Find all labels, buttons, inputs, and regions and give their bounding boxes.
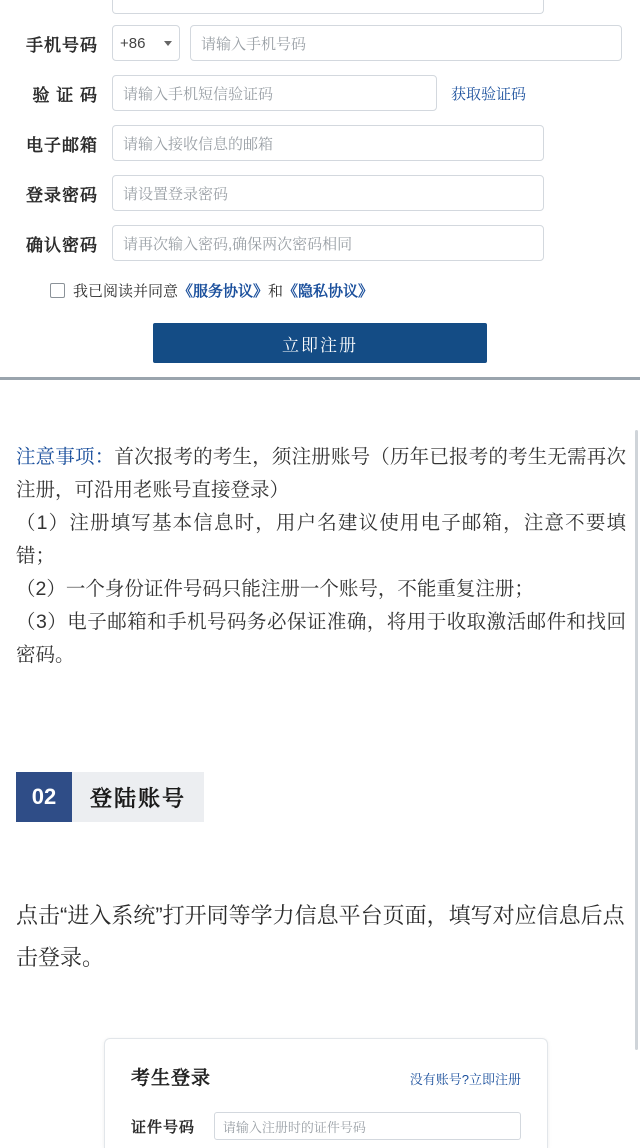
section-title: 登陆账号 [72,772,204,822]
form-row-partial-top [0,0,640,14]
phone-label: 手机号码 [26,35,98,55]
form-row-phone [0,24,640,62]
submit-row [0,323,640,363]
form-row-password [0,174,640,212]
agreement-checkbox[interactable] [50,283,65,298]
email-label: 电子邮箱 [26,135,98,155]
form-row-email [0,124,640,162]
verify-code-input[interactable]: 请输入手机短信验证码 [112,75,437,111]
scrollbar[interactable] [635,430,638,1050]
login-card-title: 考生登录 [131,1068,212,1089]
agreement-row [0,280,640,301]
confirm-password-label: 确认密码 [26,235,98,255]
service-agreement-link[interactable]: 《服务协议》 [178,283,269,300]
login-register-link[interactable]: 没有账号?立即注册 [409,1072,521,1087]
registration-form-card [0,0,640,380]
notes-lead [16,441,626,507]
notes-item-1: （1）注册填写基本信息时，用户名建议使用电子邮箱，注意不要填错； [16,512,626,567]
login-id-label: 证件号码 [131,1118,196,1136]
notes-item-3: （3）电子邮箱和手机号码务必保证准确，将用于收取激活邮件和找回密码。 [16,611,626,666]
password-input[interactable]: 请设置登录密码 [112,175,544,211]
password-label: 登录密码 [26,185,98,205]
section-body-text: 点击“进入系统”打开同等学力信息平台页面，填写对应信息后点击登录。 [16,903,625,970]
verify-code-label: 验 证 码 [32,85,98,105]
section-heading [16,772,204,822]
notes-block [16,441,626,672]
country-code-value: +86 [120,34,146,52]
email-input[interactable]: 请输入接收信息的邮箱 [112,125,544,161]
login-id-row [131,1112,521,1140]
register-button[interactable]: 立即注册 [153,323,487,363]
form-row-verify-code [0,74,640,112]
country-code-select[interactable] [112,25,180,61]
get-verify-code-button[interactable]: 获取验证码 [451,85,527,103]
chevron-down-icon [164,41,172,46]
notes-title: 注意事项： [16,446,115,468]
confirm-password-input[interactable]: 请再次输入密码,确保两次密码相同 [112,225,544,261]
partial-input-above[interactable] [112,0,544,14]
agreement-middle: 和 [268,283,284,300]
notes-lead-text: 首次报考的考生，须注册账号（历年已报考的考生无需再次注册，可沿用老账号直接登录） [16,446,626,501]
form-row-confirm-password [0,224,640,262]
login-card [104,1038,548,1148]
login-card-header [131,1063,521,1090]
phone-input[interactable]: 请输入手机号码 [190,25,622,61]
notes-item-2: （2）一个身份证件号码只能注册一个账号，不能重复注册； [16,578,534,600]
section-number: 02 [16,772,72,822]
agreement-prefix: 我已阅读并同意 [73,283,179,300]
login-id-input[interactable]: 请输入注册时的证件号码 [214,1112,521,1140]
privacy-agreement-link[interactable]: 《隐私协议》 [283,283,374,300]
